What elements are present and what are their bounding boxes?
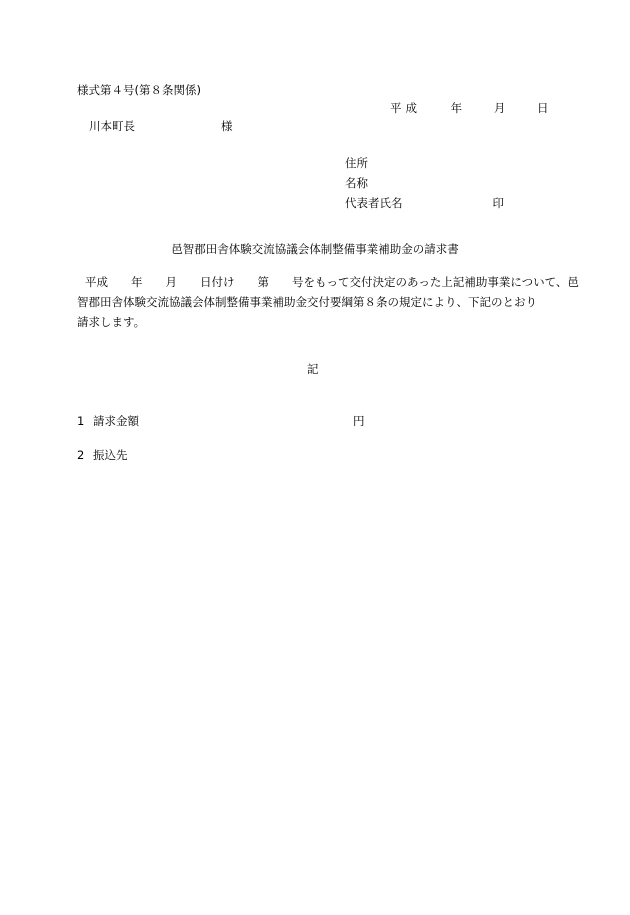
representative-row xyxy=(345,193,504,213)
addressee-name: 川本町長 xyxy=(89,119,135,133)
applicant-block xyxy=(345,153,504,213)
amount-unit: 円 xyxy=(353,414,365,428)
item-number: 2 xyxy=(77,448,85,462)
date-year: 年 xyxy=(450,101,463,115)
seal-label: 印 xyxy=(492,196,504,210)
item-number: 1 xyxy=(77,414,85,428)
body-text xyxy=(77,272,579,332)
body-line-2: 智郡田舎体験交流協議会体制整備事業補助金交付要綱第８条の規定により、下記のとおり xyxy=(77,295,537,309)
date-line xyxy=(390,100,548,116)
date-month: 月 xyxy=(493,101,506,115)
form-number: 様式第４号(第８条関係) xyxy=(77,83,201,97)
date-era: 平成 xyxy=(390,101,421,115)
name-label: 名称 xyxy=(345,176,368,190)
item-label: 振込先 xyxy=(93,448,128,462)
representative-label: 代表者氏名 xyxy=(345,196,403,210)
address-label: 住所 xyxy=(345,156,368,170)
body-line-1: 平成 年 月 日付け 第 号をもって交付決定のあった上記補助事業について、邑 xyxy=(85,275,579,289)
document-title: 邑智郡田舎体験交流協議会体制整備事業補助金の請求書 xyxy=(171,242,459,256)
ki-heading: 記 xyxy=(307,362,319,376)
addressee-honorific: 様 xyxy=(221,119,233,133)
addressee xyxy=(89,118,233,134)
body-line-3: 請求します。 xyxy=(77,315,146,329)
list-item xyxy=(77,413,365,429)
item-label: 請求金額 xyxy=(93,414,139,428)
list-item xyxy=(77,447,128,463)
date-day: 日 xyxy=(536,101,549,115)
